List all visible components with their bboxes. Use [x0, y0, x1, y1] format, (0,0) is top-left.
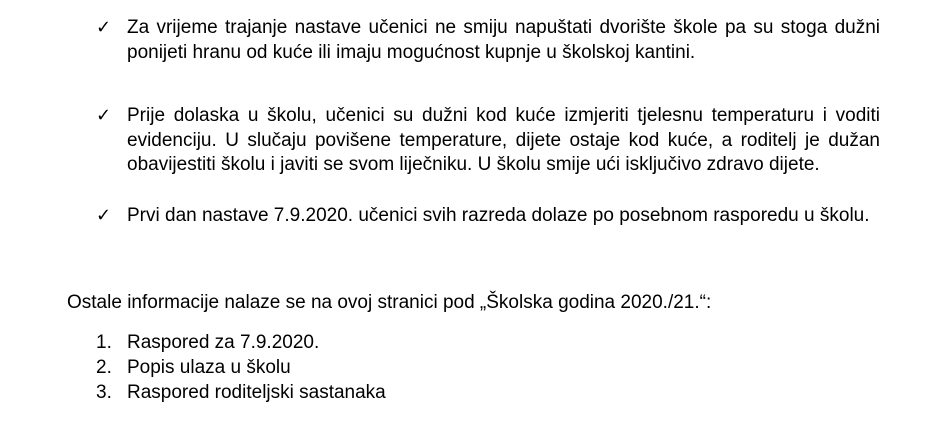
checkmark-icon: ✓ — [96, 17, 112, 38]
checklist-item-text: Za vrijeme trajanje nastave učenici ne smiju napuštati dvorište škole pa su stoga dužni ponijeti hranu od kuće ili imaju mogućnost kupnje u školskoj kantini. — [127, 17, 880, 63]
list-item-number: 3. — [96, 382, 112, 403]
list-item-text: Raspored roditeljski sastanaka — [127, 382, 386, 403]
list-item-number: 1. — [96, 332, 112, 353]
checklist-item — [96, 104, 880, 178]
checkmark-icon: ✓ — [96, 105, 112, 126]
checklist-item — [96, 204, 880, 229]
list-item — [96, 330, 386, 355]
list-item — [96, 380, 386, 405]
list-item-number: 2. — [96, 357, 112, 378]
checkmark-icon: ✓ — [96, 205, 112, 226]
checklist-item-text: Prvi dan nastave 7.9.2020. učenici svih razreda dolaze po posebnom rasporedu u školu. — [127, 205, 870, 226]
list-item — [96, 355, 386, 380]
list-item-text: Popis ulaza u školu — [127, 357, 291, 378]
checklist-item-text: Prije dolaska u školu, učenici su dužni kod kuće izmjeriti tjelesnu temperaturu i voditi evidenciju. U slučaju povišene temperature, dijete ostaje kod kuće, a roditelj je dužan obavijestiti školu i javiti se svom liječniku. U školu smije ući isključivo zdravo dijete. — [127, 105, 880, 175]
list-item-text: Raspored za 7.9.2020. — [127, 332, 320, 353]
checklist-item — [96, 16, 880, 65]
intro-paragraph: Ostale informacije nalaze se na ovoj stranici pod „Školska godina 2020./21.“: — [67, 292, 712, 313]
numbered-list — [96, 330, 386, 405]
